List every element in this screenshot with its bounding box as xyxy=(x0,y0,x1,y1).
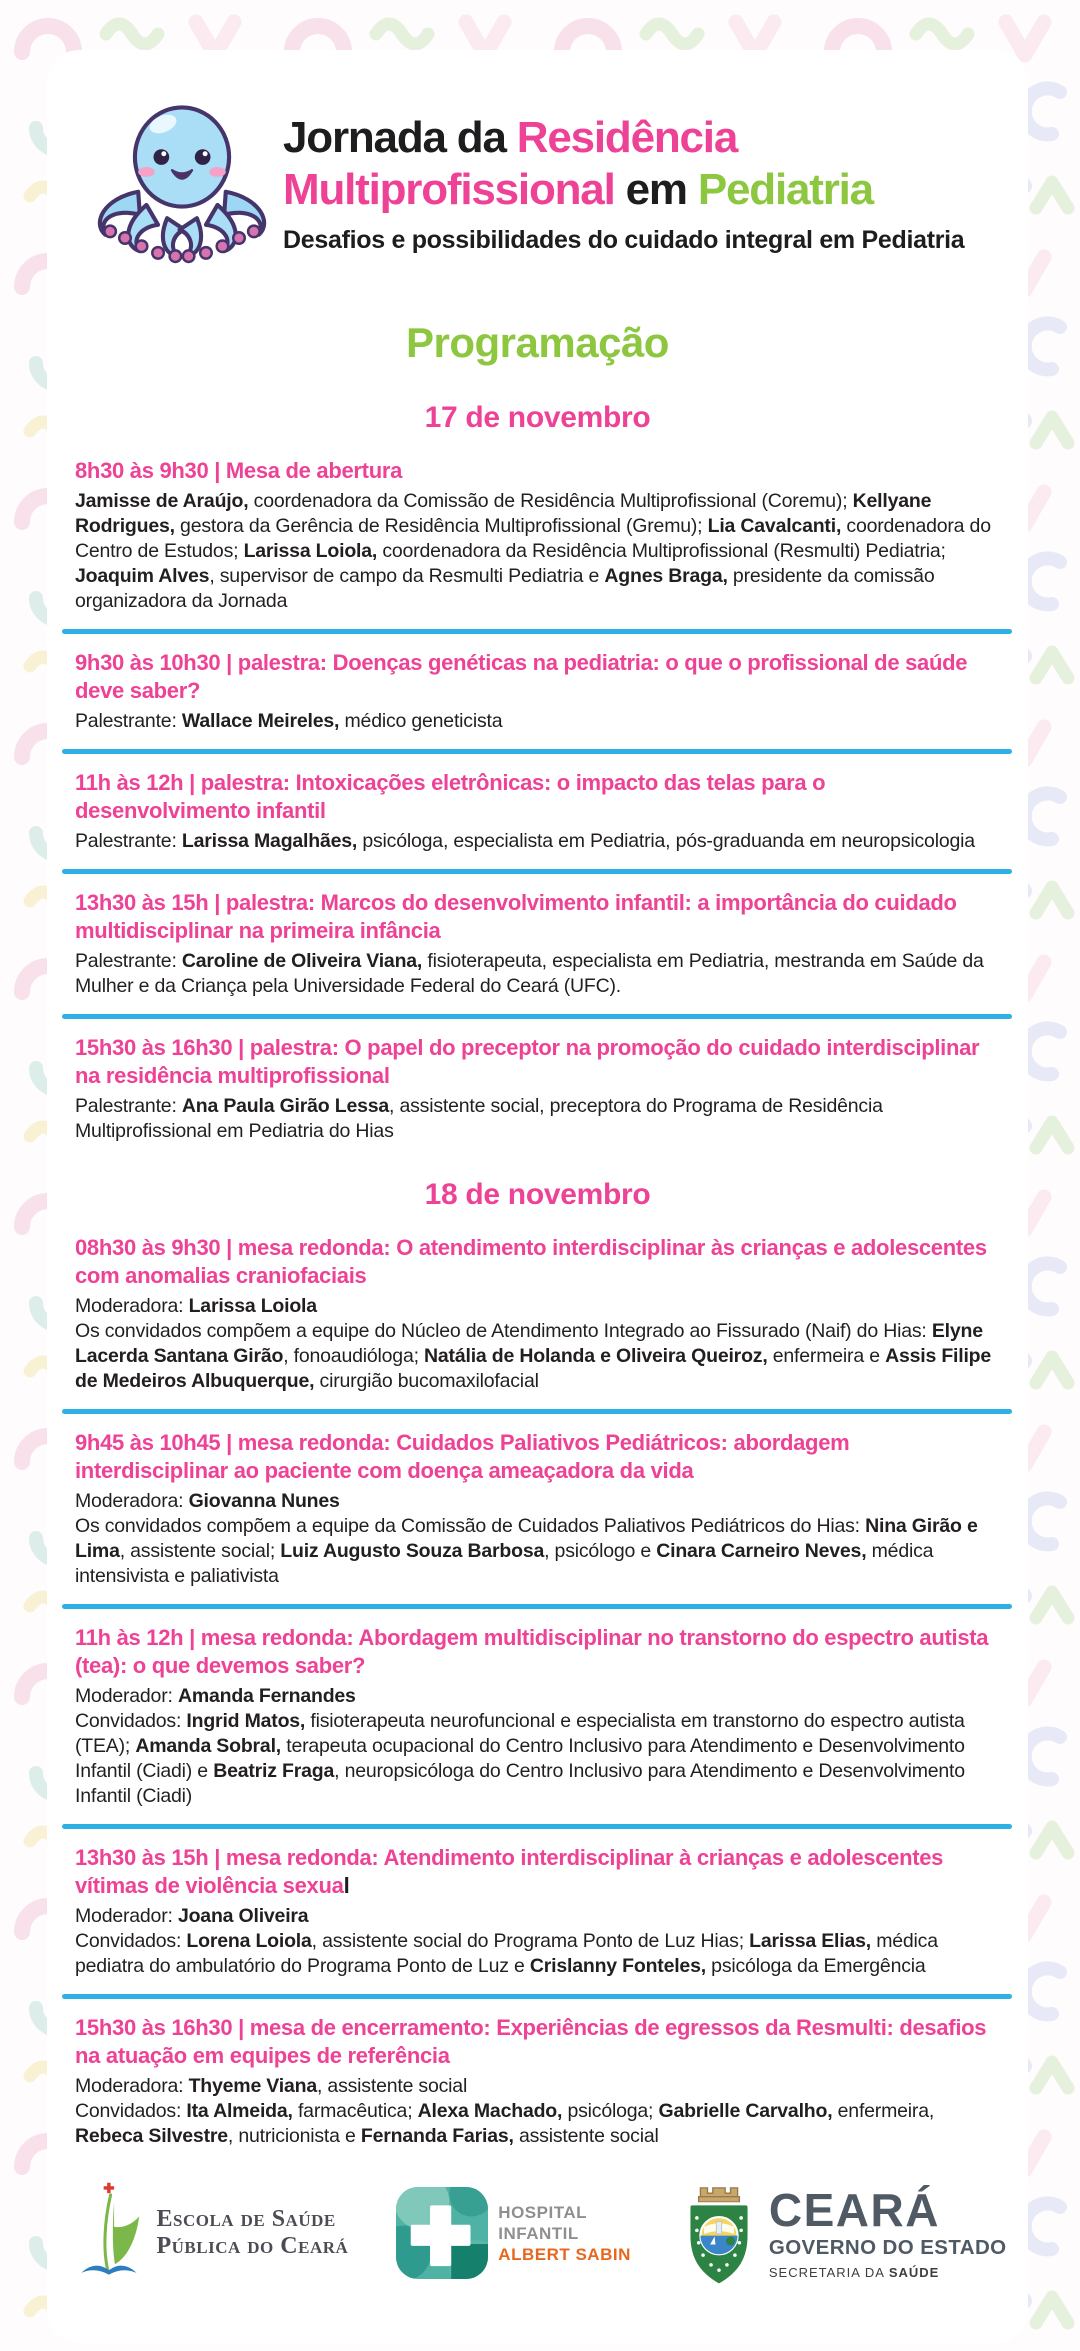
session-paragraph xyxy=(75,709,1000,734)
session-body xyxy=(75,2074,1000,2149)
text-segment: 11h às 12h | palestra: Intoxicações eletrônicas: o impacto das telas para o desenvolvimento infantil xyxy=(75,770,826,823)
session-divider xyxy=(62,1409,1012,1414)
hias-line-2: INFANTIL xyxy=(498,2223,579,2243)
title-block xyxy=(283,112,964,255)
text-segment: 13h30 às 15h | mesa redonda: Atendimento interdisciplinar à crianças e adolescentes vítimas de violência sexua xyxy=(75,1845,944,1898)
text-segment: Wallace Meireles, xyxy=(181,710,340,732)
text-segment: Assis Filipe de Medeiros Albuquerque, xyxy=(75,1345,992,1392)
day-heading: 17 de novembro xyxy=(424,401,651,434)
session-divider xyxy=(62,1994,1012,1999)
text-segment: Larissa Magalhães, xyxy=(181,830,358,852)
session-block xyxy=(75,1034,1000,1144)
hias-logo-text xyxy=(498,2202,631,2265)
text-segment: Lia Cavalcanti, xyxy=(707,515,842,537)
session-paragraph xyxy=(75,949,1000,999)
text-segment: Beatriz Fraga xyxy=(213,1760,335,1782)
esp-line-1: Escola de Saúde xyxy=(156,2206,336,2232)
text-segment: gestora da Gerência de Residência Multiprofissional (Gremu); xyxy=(174,515,708,537)
day-heading: 18 de novembro xyxy=(424,1178,651,1211)
text-segment: coordenadora do Centro de Estudos; xyxy=(75,515,991,562)
session-paragraph xyxy=(75,1294,1000,1319)
session-block xyxy=(75,889,1000,999)
text-segment: médica pediatra do ambulatório do Programa Ponto de Luz e xyxy=(75,1930,938,1977)
text-segment: 8h30 às 9h30 | Mesa de abertura xyxy=(75,458,403,483)
text-segment: , nutricionista e xyxy=(227,2125,361,2147)
text-segment: enfermeira e xyxy=(767,1345,886,1367)
text-segment: Natália de Holanda e Oliveira Queiroz, xyxy=(424,1345,768,1367)
session-title xyxy=(75,2014,1000,2070)
ceara-department xyxy=(769,2266,1007,2279)
text-segment: psicóloga; xyxy=(562,2100,659,2122)
text-segment: médica intensivista e paliativista xyxy=(75,1540,934,1587)
session-title xyxy=(75,1624,1000,1680)
text-segment: Agnes Braga, xyxy=(604,565,728,587)
session-body xyxy=(75,1489,1000,1589)
text-segment: Convidados: xyxy=(75,1710,187,1732)
session-divider xyxy=(62,1604,1012,1609)
text-segment: , assistente social; xyxy=(119,1540,281,1562)
session-paragraph xyxy=(75,1514,1000,1589)
text-segment: Larissa Loiola xyxy=(188,1295,317,1317)
session-paragraph xyxy=(75,1684,1000,1709)
program-schedule xyxy=(47,401,1028,2149)
session-body xyxy=(75,1094,1000,1144)
text-segment: Multiprofissional xyxy=(283,165,615,214)
text-segment: Luiz Augusto Souza Barbosa xyxy=(280,1540,545,1562)
text-segment: Os convidados compõem a equipe da Comissão de Cuidados Paliativos Pediátricos do Hias: xyxy=(75,1515,866,1537)
session-paragraph xyxy=(75,1904,1000,1929)
text-segment: , assistente social, preceptora do Programa de Residência Multiprofissional em Pediatria do Hias xyxy=(75,1095,883,1142)
event-subtitle: Desafios e possibilidades do cuidado integral em Pediatria xyxy=(283,226,965,254)
text-segment: Os convidados compõem a equipe do Núcleo de Atendimento Integrado ao Fissurado (Naif) do Hias: xyxy=(75,1320,932,1342)
ceara-title: CEARÁ xyxy=(768,2183,940,2236)
text-segment: Palestrante: xyxy=(75,950,182,972)
text-segment: Caroline de Oliveira Viana, xyxy=(181,950,423,972)
session-divider xyxy=(62,869,1012,874)
text-segment: coordenadora da Residência Multiprofissional (Resmulti) Pediatria; xyxy=(377,540,946,562)
text-segment: Joaquim Alves xyxy=(75,565,210,587)
text-segment: Ingrid Matos, xyxy=(186,1710,306,1732)
hospital-albert-sabin-logo xyxy=(396,2187,631,2279)
session-title xyxy=(75,1844,1000,1900)
session-body xyxy=(75,949,1000,999)
text-segment: coordenadora da Comissão de Residência Multiprofissional (Coremu); xyxy=(248,490,853,512)
text-segment: enfermeira, xyxy=(832,2100,935,2122)
text-segment: Pediatria xyxy=(697,165,873,214)
session-title xyxy=(75,1234,1000,1290)
session-block xyxy=(75,1234,1000,1394)
session-block xyxy=(75,649,1000,734)
hias-line-3: ALBERT SABIN xyxy=(498,2244,631,2264)
ceara-subtitle: GOVERNO DO ESTADO xyxy=(768,2235,1007,2259)
text-segment: psicóloga da Emergência xyxy=(705,1955,926,1977)
text-segment: 9h45 às 10h45 | mesa redonda: Cuidados Paliativos Pediátricos: abordagem interdisciplinar ao paciente com doença ameaçadora da vida xyxy=(75,1430,850,1483)
text-segment: Giovanna Nunes xyxy=(188,1490,340,1512)
text-segment: terapeuta ocupacional do Centro Inclusivo para Atendimento e Desenvolvimento Infantil (Ciadi) e xyxy=(75,1735,965,1782)
session-divider xyxy=(62,749,1012,754)
text-segment: fisioterapeuta neurofuncional e especialista em transtorno do espectro autista (TEA); xyxy=(75,1710,965,1757)
text-segment: Convidados: xyxy=(75,1930,187,1952)
session-body xyxy=(75,1684,1000,1809)
hias-line-1: HOSPITAL xyxy=(498,2202,587,2222)
text-segment: Alexa Machado, xyxy=(417,2100,563,2122)
event-title-line-2 xyxy=(283,164,964,216)
session-body xyxy=(75,1294,1000,1394)
text-segment: Gabrielle Carvalho, xyxy=(658,2100,833,2122)
text-segment: 9h30 às 10h30 | palestra: Doenças genéticas na pediatria: o que o profissional de saúde deve saber? xyxy=(75,650,968,703)
text-segment: Moderadora: xyxy=(75,2075,189,2097)
ceara-governo-logo xyxy=(679,2179,1007,2287)
text-segment: Rebeca Silvestre xyxy=(75,2125,228,2147)
text-segment: Thyeme Viana xyxy=(188,2075,317,2097)
day-sessions xyxy=(75,1234,1000,2149)
esp-sail-icon xyxy=(69,2181,147,2285)
text-segment: Moderador: xyxy=(75,1685,178,1707)
text-segment: , supervisor de campo da Resmulti Pediatria e xyxy=(209,565,605,587)
text-segment: Moderadora: xyxy=(75,1490,189,1512)
hias-cross-icon xyxy=(396,2187,488,2279)
text-segment: Fernanda Farias, xyxy=(360,2125,514,2147)
text-segment: , fonoaudióloga; xyxy=(283,1345,425,1367)
ceara-coat-of-arms-icon xyxy=(679,2179,759,2287)
ceara-logo-text xyxy=(768,2183,1007,2281)
session-divider xyxy=(62,1824,1012,1829)
text-segment: Jamisse de Araújo, xyxy=(75,490,249,512)
ceara-dept-prefix: SECRETARIA DA xyxy=(768,2265,889,2281)
text-segment: Amanda Sobral, xyxy=(135,1735,282,1757)
esp-logo-text xyxy=(157,2206,349,2260)
text-segment: , assistente social xyxy=(316,2075,468,2097)
session-paragraph xyxy=(75,1489,1000,1514)
program-card xyxy=(47,50,1028,2343)
session-paragraph xyxy=(75,2074,1000,2099)
session-title xyxy=(75,457,1000,485)
event-title-line-1 xyxy=(283,112,964,164)
session-body xyxy=(75,489,1000,614)
text-segment: presidente da comissão organizadora da Jornada xyxy=(75,565,935,612)
text-segment: Residência xyxy=(516,113,738,162)
footer-logos xyxy=(47,2179,1028,2287)
session-body xyxy=(75,829,1000,854)
session-block xyxy=(75,1624,1000,1809)
session-title xyxy=(75,1034,1000,1090)
session-paragraph xyxy=(75,1709,1000,1809)
text-segment: , psicólogo e xyxy=(544,1540,657,1562)
session-block xyxy=(75,2014,1000,2149)
text-segment: 15h30 às 16h30 | palestra: O papel do preceptor na promoção do cuidado interdisciplinar na residência multiprofissional xyxy=(75,1035,980,1088)
escola-saude-publica-logo xyxy=(69,2181,349,2285)
program-heading: Programação xyxy=(406,319,669,366)
session-divider xyxy=(62,629,1012,634)
text-segment: , assistente social do Programa Ponto de Luz Hias; xyxy=(311,1930,750,1952)
text-segment: Ita Almeida, xyxy=(186,2100,293,2122)
header xyxy=(87,94,1004,273)
text-segment: assistente social xyxy=(513,2125,659,2147)
session-block xyxy=(75,1429,1000,1589)
session-title xyxy=(75,649,1000,705)
text-segment: Nina Girão e Lima xyxy=(75,1515,978,1562)
text-segment: l xyxy=(343,1873,350,1898)
text-segment: Amanda Fernandes xyxy=(177,1685,356,1707)
text-segment: 11h às 12h | mesa redonda: Abordagem multidisciplinar no transtorno do espectro autista (tea): o que devemos saber? xyxy=(75,1625,989,1678)
text-segment: Palestrante: xyxy=(75,830,182,852)
text-segment: Ana Paula Girão Lessa xyxy=(181,1095,390,1117)
text-segment: Palestrante: xyxy=(75,1095,182,1117)
text-segment: Moderador: xyxy=(75,1905,178,1927)
event-title xyxy=(283,112,964,216)
text-segment: fisioterapeuta, especialista em Pediatria, mestranda em Saúde da Mulher e da Criança pela Universidade Federal do Ceará (UFC). xyxy=(75,950,984,997)
session-divider xyxy=(62,1014,1012,1019)
text-segment: , neuropsicóloga do Centro Inclusivo para Atendimento e Desenvolvimento Infantil (Ciadi) xyxy=(75,1760,965,1807)
session-block xyxy=(75,457,1000,614)
day-sessions xyxy=(75,457,1000,1144)
session-paragraph xyxy=(75,2099,1000,2149)
octopus-mascot-icon xyxy=(87,94,277,273)
text-segment: médico geneticista xyxy=(339,710,503,732)
text-segment: 08h30 às 9h30 | mesa redonda: O atendimento interdisciplinar às crianças e adolescentes com anomalias craniofaciais xyxy=(75,1235,987,1288)
text-segment: em xyxy=(614,165,698,214)
text-segment: Cinara Carneiro Neves, xyxy=(656,1540,867,1562)
session-paragraph xyxy=(75,1929,1000,1979)
text-segment: Larissa Loiola, xyxy=(243,540,378,562)
session-title xyxy=(75,1429,1000,1485)
text-segment: psicóloga, especialista em Pediatria, pós-graduanda em neuropsicologia xyxy=(357,830,975,852)
text-segment: Palestrante: xyxy=(75,710,182,732)
session-title xyxy=(75,769,1000,825)
text-segment: 13h30 às 15h | palestra: Marcos do desenvolvimento infantil: a importância do cuidado multidisciplinar na primeira infância xyxy=(75,890,957,943)
text-segment: cirurgião bucomaxilofacial xyxy=(314,1370,539,1392)
esp-line-2: Pública do Ceará xyxy=(156,2233,349,2259)
session-paragraph xyxy=(75,1319,1000,1394)
text-segment: 15h30 às 16h30 | mesa de encerramento: Experiências de egressos da Resmulti: desafios na atuação em equipes de referência xyxy=(75,2015,987,2068)
text-segment: Elyne Lacerda Santana Girão xyxy=(75,1320,983,1367)
session-paragraph xyxy=(75,1094,1000,1144)
text-segment: Larissa Elias, xyxy=(749,1930,871,1952)
ceara-dept-bold: SAÚDE xyxy=(888,2265,940,2281)
session-title xyxy=(75,889,1000,945)
session-paragraph xyxy=(75,489,1000,614)
text-segment: Moderadora: xyxy=(75,1295,189,1317)
session-block xyxy=(75,1844,1000,1979)
session-block xyxy=(75,769,1000,854)
text-segment: Crislanny Fonteles, xyxy=(529,1955,706,1977)
text-segment: farmacêutica; xyxy=(292,2100,418,2122)
text-segment: Joana Oliveira xyxy=(177,1905,309,1927)
text-segment: Jornada da xyxy=(283,113,517,162)
session-paragraph xyxy=(75,829,1000,854)
session-body xyxy=(75,709,1000,734)
session-body xyxy=(75,1904,1000,1979)
text-segment: Lorena Loiola xyxy=(186,1930,312,1952)
text-segment: Convidados: xyxy=(75,2100,187,2122)
text-segment: Kellyane Rodrigues, xyxy=(75,490,932,537)
